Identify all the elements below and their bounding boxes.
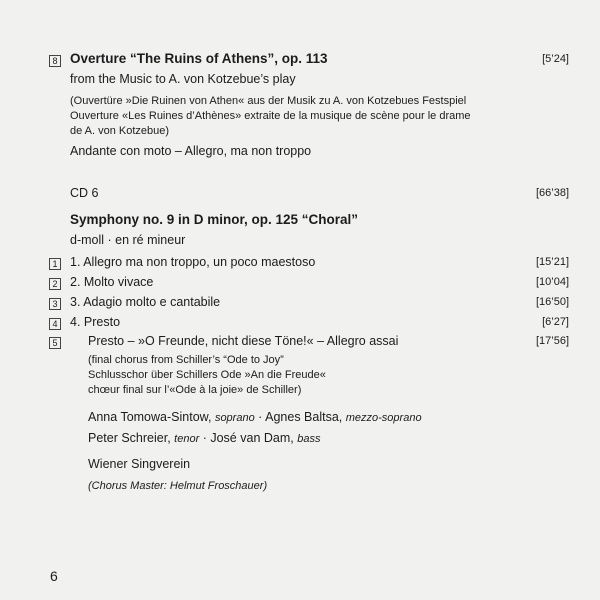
tempo-marking: Andante con moto – Allegro, ma non troppo [70, 144, 312, 158]
translation-line: de A. von Kotzebue) [70, 125, 170, 137]
chorus-note-line: (final chorus from Schiller’s “Ode to Joy” [88, 354, 284, 366]
performer-name: José van Dam, [210, 431, 294, 445]
track-title: 1. Allegro ma non troppo, un poco maestoso [70, 255, 316, 269]
performer-name: Agnes Baltsa, [265, 410, 343, 424]
performer-role: soprano [214, 412, 255, 424]
chorus-note-line: chœur final sur l’«Ode à la joie» de Schiller) [88, 384, 302, 396]
cd-duration: [66’38] [535, 187, 569, 199]
track-number-box: 2 [49, 278, 61, 290]
performers-line [88, 431, 320, 445]
track-duration: [15’21] [535, 256, 569, 268]
track-number-box: 4 [49, 318, 61, 330]
page-number: 6 [50, 568, 58, 584]
performer-name: Peter Schreier, [88, 431, 171, 445]
track-subtitle: from the Music to A. von Kotzebue’s play [70, 72, 296, 86]
track-number-box: 8 [49, 55, 61, 67]
track-duration: [16’50] [535, 296, 569, 308]
track-title: Presto – »O Freunde, nicht diese Töne!« – Allegro assai [88, 334, 399, 348]
cd-label: CD 6 [70, 186, 99, 200]
track-number-box: 1 [49, 258, 61, 270]
work-title: Symphony no. 9 in D minor, op. 125 “Choral” [70, 212, 359, 227]
performer-role: tenor [174, 433, 200, 445]
chorus-note-line: Schlusschor über Schillers Ode »An die Freude« [88, 369, 326, 381]
chorus-master: (Chorus Master: Helmut Froschauer) [88, 480, 268, 492]
performer-role: mezzo-soprano [345, 412, 422, 424]
track-number-box: 5 [49, 337, 61, 349]
track-duration: [5’24] [542, 53, 569, 65]
separator: · [199, 431, 211, 445]
translation-line: Ouverture «Les Ruines d’Athènes» extraite de la musique de scène pour le drame [70, 110, 471, 122]
performer-role: bass [297, 433, 321, 445]
track-duration: [10’04] [535, 276, 569, 288]
track-duration: [17’56] [535, 335, 569, 347]
track-duration: [6’27] [542, 316, 569, 328]
key-line: d-moll · en ré mineur [70, 233, 186, 247]
performers-line [88, 410, 422, 424]
separator: · [254, 410, 266, 424]
performer-name: Anna Tomowa-Sintow, [88, 410, 212, 424]
track-number-box: 3 [49, 298, 61, 310]
track-title: Overture “The Ruins of Athens”, op. 113 [70, 51, 328, 66]
track-title: 3. Adagio molto e cantabile [70, 295, 221, 309]
translation-line: (Ouvertüre »Die Ruinen von Athen« aus der Musik zu A. von Kotzebues Festspiel [70, 95, 467, 107]
choir-name: Wiener Singverein [88, 457, 191, 471]
track-title: 4. Presto [70, 315, 121, 329]
track-title: 2. Molto vivace [70, 275, 154, 289]
